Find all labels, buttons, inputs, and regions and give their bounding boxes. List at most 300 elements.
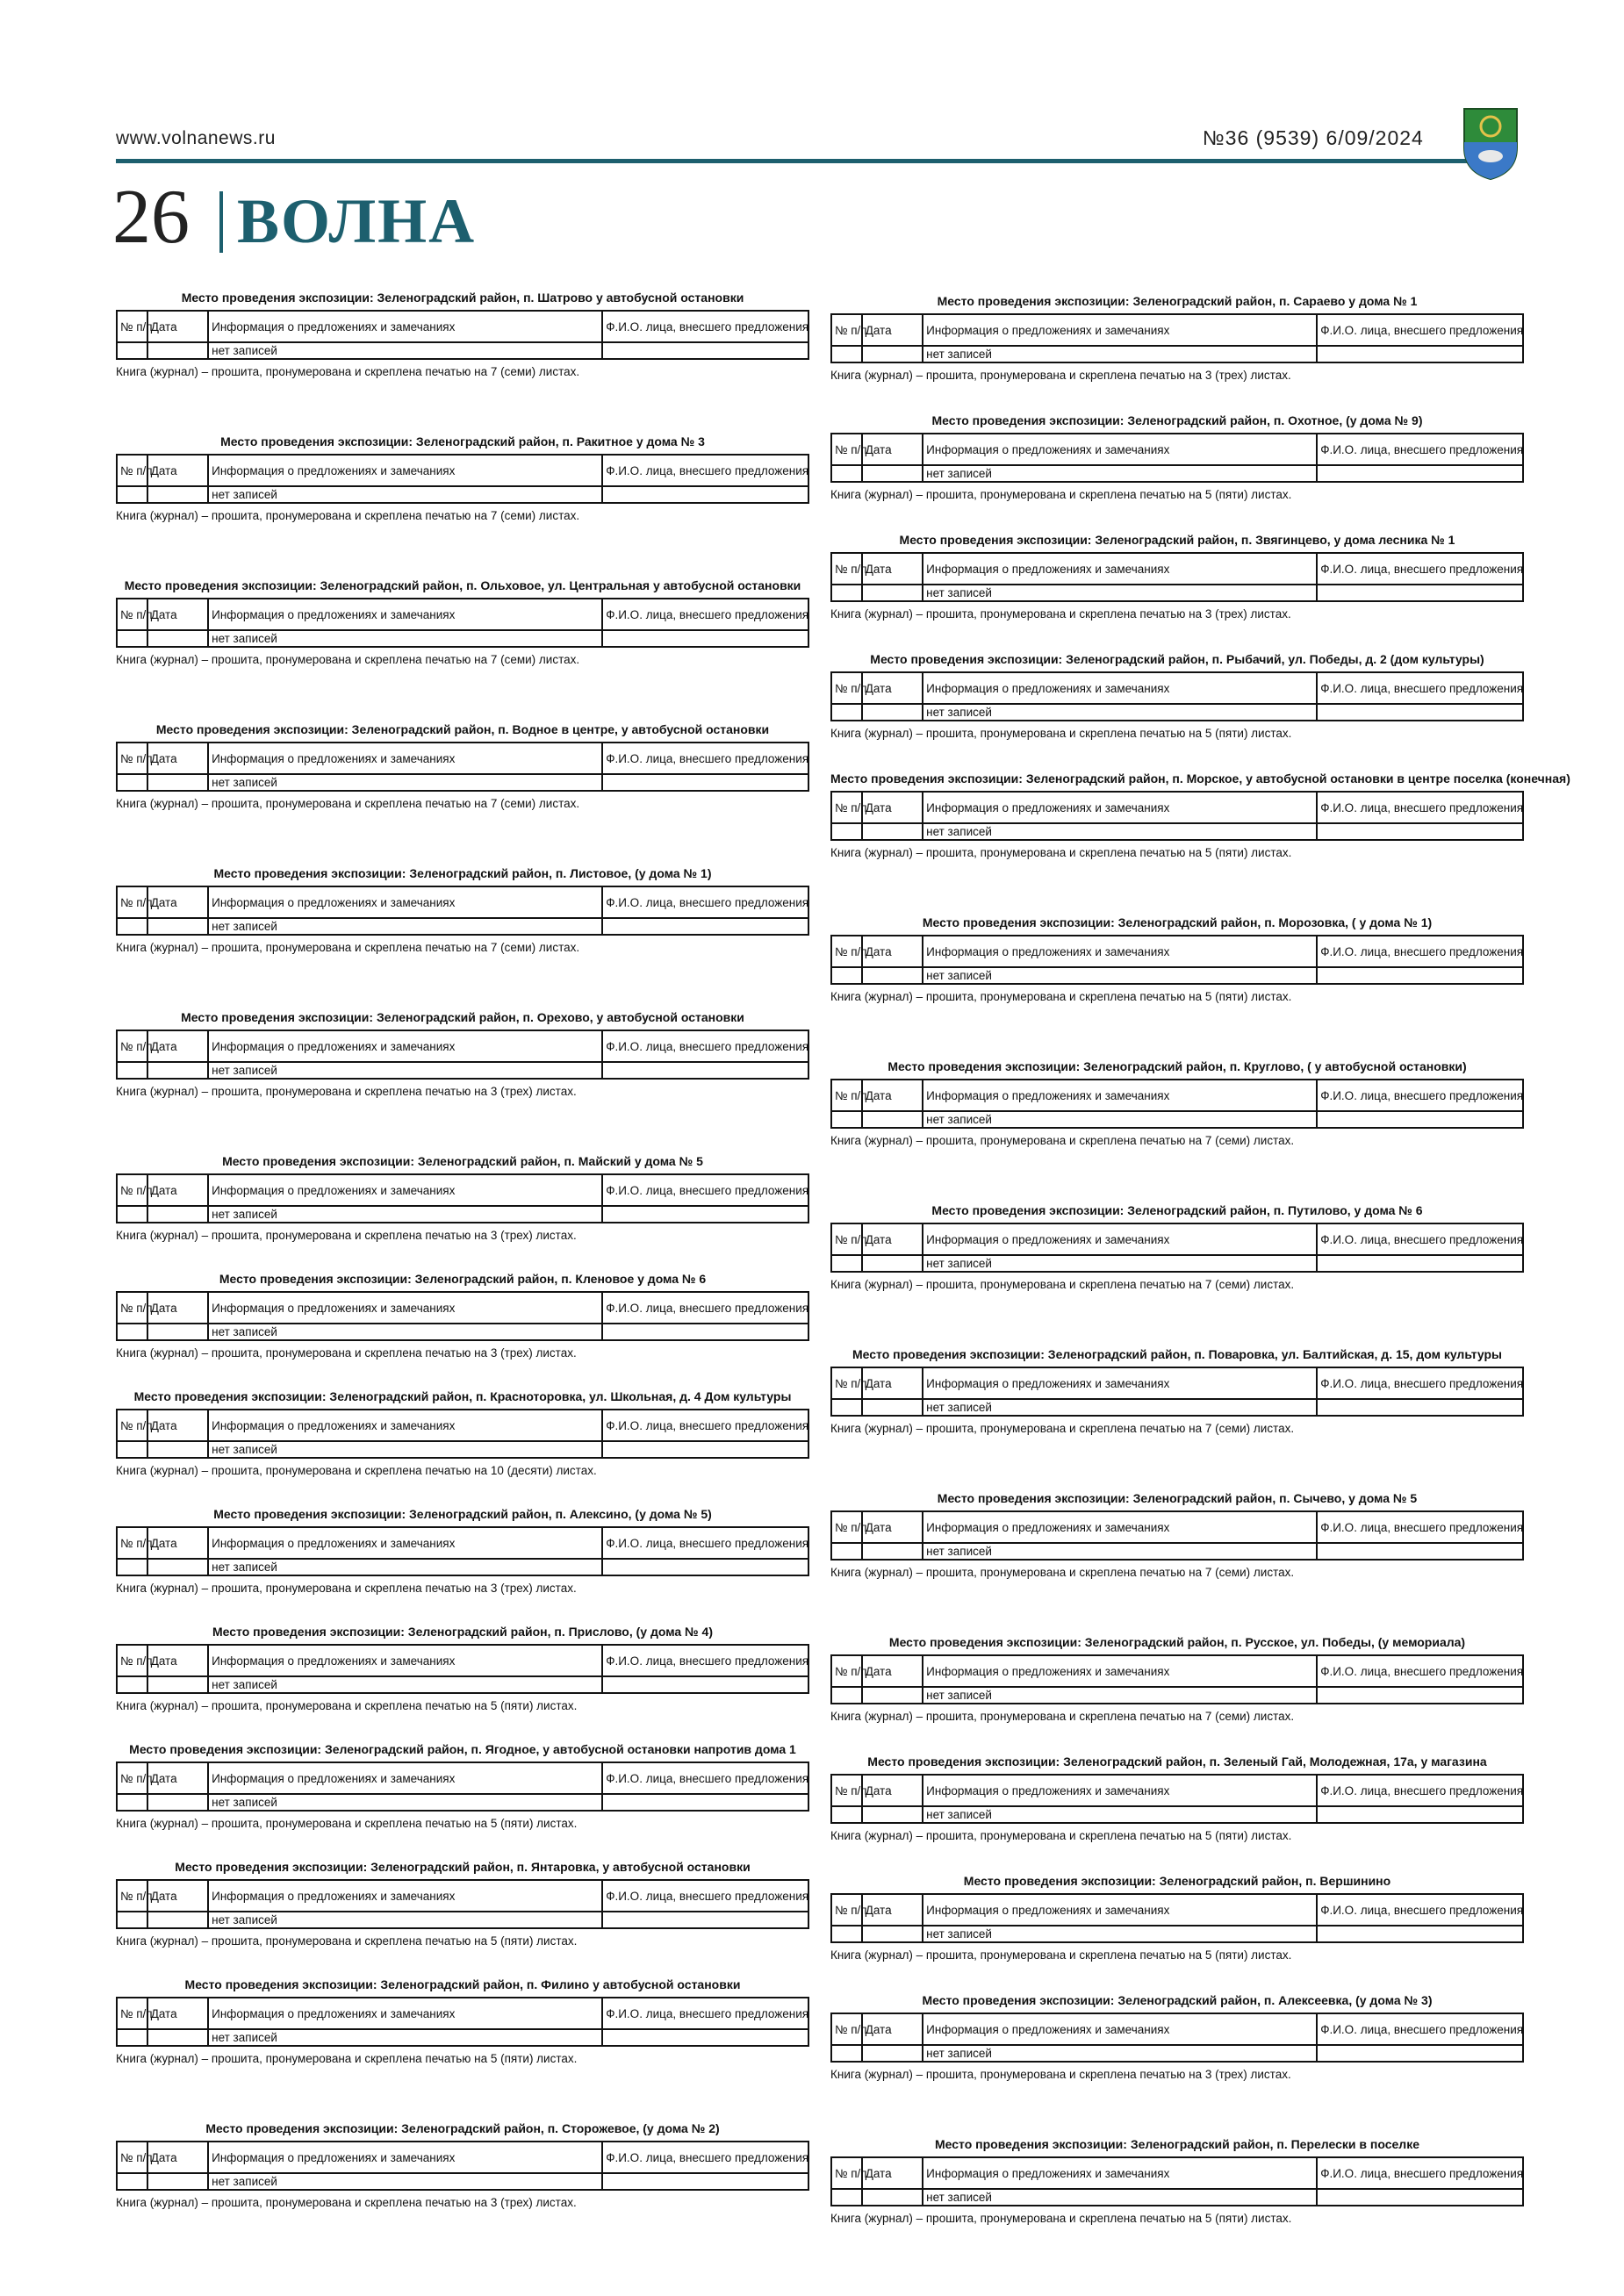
- cell-number: [117, 2029, 147, 2046]
- exposition-section: [830, 1490, 1524, 1580]
- col-fio: Ф.И.О. лица, внесшего предложения: [602, 1998, 808, 2029]
- cell-fio: [602, 774, 808, 791]
- table-header-row: [831, 1511, 1523, 1543]
- exposition-section: [830, 1754, 1524, 1843]
- exposition-location: Место проведения экспозиции: Зеленоградский район, п. Сычево, у дома № 5: [937, 1491, 1418, 1505]
- book-note: Книга (журнал) – прошита, пронумерована и скреплена печатью на 7 (семи) листах.: [116, 653, 580, 666]
- book-note: Книга (журнал) – прошита, пронумерована и скреплена печатью на 7 (семи) листах.: [830, 1134, 1295, 1147]
- exposition-location: Место проведения экспозиции: Зеленоградский район, п. Кленовое у дома № 6: [219, 1272, 707, 1286]
- right-column: [830, 293, 1570, 2226]
- table-header-row: [831, 1775, 1523, 1806]
- col-fio: Ф.И.О. лица, внесшего предложения: [602, 1410, 808, 1441]
- cell-date: [862, 465, 923, 482]
- cell-date: [862, 1399, 923, 1416]
- exposition-section: [830, 771, 1570, 860]
- col-fio: Ф.И.О. лица, внесшего предложения: [602, 1174, 808, 1206]
- cell-fio: [1317, 1926, 1523, 1942]
- exposition-section: [830, 1202, 1524, 1292]
- table-row: [831, 967, 1523, 984]
- col-info: Информация о предложениях и замечаниях: [923, 1655, 1317, 1687]
- col-date: Дата: [147, 1527, 208, 1559]
- cell-no-records: нет записей: [923, 1399, 1317, 1416]
- cell-number: [117, 342, 147, 359]
- exposition-section: [116, 1977, 809, 2066]
- table-row: [117, 486, 808, 503]
- col-date: Дата: [147, 455, 208, 486]
- book-note: Книга (журнал) – прошита, пронумерована и скреплена печатью на 3 (трех) листах.: [830, 2068, 1291, 2081]
- exposition-location: Место проведения экспозиции: Зеленоградский район, п. Филино у автобусной остановки: [184, 1977, 741, 1991]
- col-date: Дата: [147, 743, 208, 774]
- cell-fio: [1317, 585, 1523, 601]
- col-number: № п/п: [831, 1367, 862, 1399]
- comments-table: [116, 1030, 809, 1080]
- book-note: Книга (журнал) – прошита, пронумерована и скреплена печатью на 3 (трех) листах.: [116, 1085, 577, 1098]
- cell-date: [862, 704, 923, 721]
- table-row: [831, 1399, 1523, 1416]
- cell-no-records: нет записей: [208, 342, 602, 359]
- book-note: Книга (журнал) – прошита, пронумерована и скреплена печатью на 5 (пяти) листах.: [830, 990, 1292, 1003]
- table-row: [117, 918, 808, 935]
- comments-table: [116, 454, 809, 504]
- table-row: [831, 1111, 1523, 1128]
- book-note: Книга (журнал) – прошита, пронумерована и скреплена печатью на 7 (семи) листах.: [116, 509, 580, 522]
- col-date: Дата: [147, 311, 208, 342]
- cell-date: [147, 1912, 208, 1928]
- comments-table: [116, 886, 809, 936]
- col-fio: Ф.И.О. лица, внесшего предложения: [602, 1030, 808, 1062]
- cell-date: [147, 2173, 208, 2190]
- col-number: № п/п: [831, 2157, 862, 2189]
- cell-fio: [602, 1676, 808, 1693]
- cell-fio: [602, 1912, 808, 1928]
- book-note: Книга (журнал) – прошита, пронумерована и скреплена печатью на 5 (пяти) листах.: [116, 1699, 578, 1712]
- col-fio: Ф.И.О. лица, внесшего предложения: [602, 1292, 808, 1324]
- col-info: Информация о предложениях и замечаниях: [208, 1030, 602, 1062]
- comments-table: [830, 935, 1524, 985]
- exposition-section: [116, 1271, 809, 1360]
- cell-no-records: нет записей: [923, 823, 1317, 840]
- col-number: № п/п: [831, 936, 862, 967]
- cell-no-records: нет записей: [208, 2173, 602, 2190]
- col-fio: Ф.И.О. лица, внесшего предложения: [602, 1762, 808, 1794]
- exposition-section: [830, 1992, 1524, 2082]
- exposition-section: [116, 434, 809, 523]
- cell-date: [862, 823, 923, 840]
- cell-fio: [602, 630, 808, 647]
- exposition-section: [116, 865, 809, 955]
- col-date: Дата: [147, 886, 208, 918]
- crest-icon: [1462, 107, 1519, 181]
- table-row: [117, 342, 808, 359]
- comments-table: [116, 310, 809, 360]
- book-note: Книга (журнал) – прошита, пронумерована и скреплена печатью на 7 (семи) листах.: [116, 365, 580, 378]
- book-note: Книга (журнал) – прошита, пронумерована и скреплена печатью на 7 (семи) листах.: [116, 941, 580, 954]
- book-note: Книга (журнал) – прошита, пронумерована и скреплена печатью на 5 (пяти) листах.: [830, 2212, 1292, 2225]
- table-header-row: [117, 599, 808, 630]
- col-info: Информация о предложениях и замечаниях: [923, 792, 1317, 823]
- table-row: [831, 346, 1523, 362]
- exposition-location: Место проведения экспозиции: Зеленоградский район, п. Водное в центре, у автобусной остановки: [155, 722, 770, 736]
- col-date: Дата: [862, 1655, 923, 1687]
- exposition-location: Место проведения экспозиции: Зеленоградский район, п. Сторожевое, (у дома № 2): [205, 2121, 720, 2135]
- cell-number: [831, 823, 862, 840]
- table-row: [831, 1926, 1523, 1942]
- cell-fio: [1317, 1255, 1523, 1272]
- col-date: Дата: [862, 1367, 923, 1399]
- col-number: № п/п: [831, 1894, 862, 1926]
- col-date: Дата: [862, 1775, 923, 1806]
- col-info: Информация о предложениях и замечаниях: [208, 1174, 602, 1206]
- issue-info: №36 (9539) 6/09/2024: [1203, 126, 1424, 149]
- col-number: № п/п: [831, 1511, 862, 1543]
- table-header-row: [831, 1655, 1523, 1687]
- cell-date: [862, 1255, 923, 1272]
- table-header-row: [117, 743, 808, 774]
- col-fio: Ф.И.О. лица, внесшего предложения: [1317, 2013, 1523, 2045]
- exposition-location: Место проведения экспозиции: Зеленоградский район, п. Вершинино: [963, 1874, 1391, 1888]
- cell-date: [147, 1676, 208, 1693]
- table-row: [117, 1206, 808, 1223]
- cell-date: [147, 1324, 208, 1340]
- col-number: № п/п: [831, 314, 862, 346]
- col-number: № п/п: [831, 2013, 862, 2045]
- col-number: № п/п: [831, 434, 862, 465]
- cell-date: [862, 2189, 923, 2206]
- col-number: № п/п: [117, 743, 147, 774]
- comments-table: [116, 598, 809, 648]
- col-fio: Ф.И.О. лица, внесшего предложения: [1317, 792, 1523, 823]
- col-date: Дата: [862, 314, 923, 346]
- exposition-location: Место проведения экспозиции: Зеленоградский район, п. Шатрово у автобусной остановки: [181, 291, 744, 305]
- cell-number: [117, 1559, 147, 1575]
- col-date: Дата: [147, 1174, 208, 1206]
- exposition-location: Место проведения экспозиции: Зеленоградский район, п. Поваровка, ул. Балтийская, д. 15, дом культуры: [852, 1347, 1503, 1361]
- cell-fio: [1317, 465, 1523, 482]
- book-note: Книга (журнал) – прошита, пронумерована и скреплена печатью на 7 (семи) листах.: [830, 1710, 1295, 1723]
- col-number: № п/п: [117, 1030, 147, 1062]
- book-note: Книга (журнал) – прошита, пронумерована и скреплена печатью на 3 (трех) листах.: [830, 369, 1291, 382]
- cell-number: [831, 1543, 862, 1560]
- table-row: [831, 1687, 1523, 1704]
- cell-number: [117, 1794, 147, 1811]
- table-row: [117, 2029, 808, 2046]
- book-note: Книга (журнал) – прошита, пронумерована и скреплена печатью на 5 (пяти) листах.: [830, 1948, 1292, 1962]
- cell-fio: [602, 2173, 808, 2190]
- cell-no-records: нет записей: [923, 704, 1317, 721]
- col-date: Дата: [862, 2157, 923, 2189]
- exposition-location: Место проведения экспозиции: Зеленоградский район, п. Прислово, (у дома № 4): [212, 1625, 714, 1639]
- exposition-section: [116, 1153, 809, 1243]
- table-row: [831, 823, 1523, 840]
- table-header-row: [117, 1645, 808, 1676]
- book-note: Книга (журнал) – прошита, пронумерована и скреплена печатью на 5 (пяти) листах.: [830, 727, 1292, 740]
- table-header-row: [831, 1080, 1523, 1111]
- cell-number: [117, 1324, 147, 1340]
- cell-no-records: нет записей: [923, 1543, 1317, 1560]
- table-row: [117, 630, 808, 647]
- exposition-section: [116, 1741, 809, 1831]
- exposition-section: [116, 290, 809, 379]
- comments-table: [830, 1774, 1524, 1824]
- cell-no-records: нет записей: [923, 465, 1317, 482]
- cell-number: [117, 774, 147, 791]
- cell-no-records: нет записей: [923, 1111, 1317, 1128]
- table-row: [117, 1441, 808, 1458]
- col-fio: Ф.И.О. лица, внесшего предложения: [602, 743, 808, 774]
- cell-no-records: нет записей: [208, 1206, 602, 1223]
- comments-table: [830, 791, 1524, 841]
- cell-fio: [602, 1441, 808, 1458]
- comments-table: [830, 1893, 1524, 1943]
- table-header-row: [117, 1030, 808, 1062]
- exposition-section: [116, 1388, 809, 1478]
- cell-no-records: нет записей: [923, 2045, 1317, 2062]
- cell-number: [831, 967, 862, 984]
- cell-number: [117, 1441, 147, 1458]
- table-row: [831, 2189, 1523, 2206]
- table-row: [831, 585, 1523, 601]
- col-info: Информация о предложениях и замечаниях: [208, 1410, 602, 1441]
- exposition-section: [116, 1859, 809, 1948]
- cell-no-records: нет записей: [923, 585, 1317, 601]
- col-date: Дата: [862, 1223, 923, 1255]
- col-date: Дата: [862, 792, 923, 823]
- col-info: Информация о предложениях и замечаниях: [923, 1367, 1317, 1399]
- table-row: [117, 1062, 808, 1079]
- comments-table: [830, 1367, 1524, 1417]
- comments-table: [116, 742, 809, 792]
- book-note: Книга (журнал) – прошита, пронумерована и скреплена печатью на 5 (пяти) листах.: [830, 488, 1292, 501]
- cell-date: [147, 1206, 208, 1223]
- exposition-location: Место проведения экспозиции: Зеленоградский район, п. Ягодное, у автобусной остановки напротив дома 1: [129, 1742, 796, 1756]
- book-note: Книга (журнал) – прошита, пронумерована и скреплена печатью на 10 (десяти) листах.: [116, 1464, 597, 1477]
- col-date: Дата: [147, 1762, 208, 1794]
- table-header-row: [117, 886, 808, 918]
- exposition-location: Место проведения экспозиции: Зеленоградский район, п. Майский у дома № 5: [222, 1154, 703, 1168]
- cell-fio: [602, 1559, 808, 1575]
- table-row: [831, 1255, 1523, 1272]
- exposition-location: Место проведения экспозиции: Зеленоградский район, п. Охотное, (у дома № 9): [931, 413, 1423, 427]
- book-note: Книга (журнал) – прошита, пронумерована и скреплена печатью на 3 (трех) листах.: [830, 607, 1291, 621]
- cell-number: [117, 918, 147, 935]
- exposition-section: [116, 721, 809, 811]
- table-row: [117, 2173, 808, 2190]
- col-number: № п/п: [831, 1775, 862, 1806]
- cell-date: [147, 2029, 208, 2046]
- cell-fio: [1317, 1111, 1523, 1128]
- cell-no-records: нет записей: [208, 1441, 602, 1458]
- cell-date: [147, 774, 208, 791]
- cell-date: [862, 1111, 923, 1128]
- col-info: Информация о предложениях и замечаниях: [208, 1762, 602, 1794]
- col-info: Информация о предложениях и замечаниях: [208, 1645, 602, 1676]
- col-number: № п/п: [117, 1880, 147, 1912]
- col-info: Информация о предложениях и замечаниях: [923, 1511, 1317, 1543]
- col-fio: Ф.И.О. лица, внесшего предложения: [1317, 553, 1523, 585]
- cell-no-records: нет записей: [208, 1676, 602, 1693]
- book-note: Книга (журнал) – прошита, пронумерована и скреплена печатью на 5 (пяти) листах.: [116, 2052, 578, 2065]
- cell-fio: [602, 1062, 808, 1079]
- col-number: № п/п: [831, 1223, 862, 1255]
- comments-table: [830, 313, 1524, 363]
- exposition-location: Место проведения экспозиции: Зеленоградский район, п. Алексеевка, (у дома № 3): [922, 1993, 1433, 2007]
- comments-table: [116, 1409, 809, 1459]
- table-row: [117, 1676, 808, 1693]
- exposition-location: Место проведения экспозиции: Зеленоградский район, п. Перелески в поселке: [935, 2137, 1419, 2151]
- comments-table: [830, 671, 1524, 721]
- col-number: № п/п: [117, 1645, 147, 1676]
- comments-table: [830, 2156, 1524, 2206]
- cell-no-records: нет записей: [923, 1926, 1317, 1942]
- table-header-row: [117, 1880, 808, 1912]
- col-date: Дата: [147, 599, 208, 630]
- table-row: [117, 1794, 808, 1811]
- table-header-row: [117, 1292, 808, 1324]
- masthead-title: ВОЛНА: [237, 186, 477, 256]
- exposition-section: [830, 293, 1524, 383]
- col-info: Информация о предложениях и замечаниях: [923, 2013, 1317, 2045]
- cell-no-records: нет записей: [208, 774, 602, 791]
- masthead-divider: [219, 191, 223, 253]
- cell-no-records: нет записей: [923, 967, 1317, 984]
- table-header-row: [117, 1410, 808, 1441]
- cell-number: [831, 465, 862, 482]
- col-info: Информация о предложениях и замечаниях: [208, 1998, 602, 2029]
- table-header-row: [831, 672, 1523, 704]
- book-note: Книга (журнал) – прошита, пронумерована и скреплена печатью на 7 (семи) листах.: [830, 1566, 1295, 1579]
- col-fio: Ф.И.О. лица, внесшего предложения: [602, 455, 808, 486]
- col-info: Информация о предложениях и замечаниях: [208, 2142, 602, 2173]
- book-note: Книга (журнал) – прошита, пронумерована и скреплена печатью на 5 (пяти) листах.: [116, 1934, 578, 1948]
- col-date: Дата: [147, 1030, 208, 1062]
- exposition-location: Место проведения экспозиции: Зеленоградский район, п. Красноторовка, ул. Школьная, д. 4 Дом культуры: [133, 1389, 792, 1403]
- cell-date: [862, 967, 923, 984]
- cell-number: [117, 1912, 147, 1928]
- comments-table: [830, 2013, 1524, 2063]
- cell-number: [117, 486, 147, 503]
- table-row: [831, 2045, 1523, 2062]
- cell-fio: [602, 1324, 808, 1340]
- cell-no-records: нет записей: [208, 630, 602, 647]
- exposition-section: [830, 2136, 1524, 2226]
- cell-number: [117, 2173, 147, 2190]
- col-fio: Ф.И.О. лица, внесшего предложения: [1317, 1894, 1523, 1926]
- book-note: Книга (журнал) – прошита, пронумерована и скреплена печатью на 7 (семи) листах.: [830, 1422, 1295, 1435]
- exposition-section: [830, 1346, 1524, 1436]
- col-date: Дата: [862, 2013, 923, 2045]
- book-note: Книга (журнал) – прошита, пронумерована и скреплена печатью на 5 (пяти) листах.: [116, 1817, 578, 1830]
- exposition-location: Место проведения экспозиции: Зеленоградский район, п. Русское, ул. Победы, (у мемориала): [888, 1635, 1466, 1649]
- exposition-location: Место проведения экспозиции: Зеленоградский район, п. Янтаровка, у автобусной остановки: [175, 1860, 751, 1874]
- col-info: Информация о предложениях и замечаниях: [208, 886, 602, 918]
- col-fio: Ф.И.О. лица, внесшего предложения: [602, 311, 808, 342]
- col-info: Информация о предложениях и замечаниях: [923, 2157, 1317, 2189]
- exposition-location: Место проведения экспозиции: Зеленоградский район, п. Зеленый Гай, Молодежная, 17а, у магазина: [867, 1754, 1487, 1769]
- col-number: № п/п: [117, 1292, 147, 1324]
- col-date: Дата: [147, 1998, 208, 2029]
- table-header-row: [831, 314, 1523, 346]
- cell-number: [831, 1806, 862, 1823]
- table-header-row: [831, 2013, 1523, 2045]
- col-date: Дата: [862, 1511, 923, 1543]
- cell-fio: [1317, 1806, 1523, 1823]
- cell-number: [117, 1062, 147, 1079]
- table-row: [831, 1806, 1523, 1823]
- cell-number: [831, 2189, 862, 2206]
- comments-table: [116, 1173, 809, 1223]
- col-number: № п/п: [831, 553, 862, 585]
- table-header-row: [831, 553, 1523, 585]
- cell-number: [117, 1676, 147, 1693]
- exposition-section: [116, 1506, 809, 1596]
- comments-table: [116, 2141, 809, 2191]
- exposition-section: [116, 1009, 809, 1099]
- col-date: Дата: [147, 1880, 208, 1912]
- col-info: Информация о предложениях и замечаниях: [923, 553, 1317, 585]
- col-info: Информация о предложениях и замечаниях: [208, 743, 602, 774]
- col-number: № п/п: [117, 311, 147, 342]
- exposition-location: Место проведения экспозиции: Зеленоградский район, п. Морозовка, ( у дома № 1): [922, 915, 1433, 929]
- col-date: Дата: [147, 1292, 208, 1324]
- col-number: № п/п: [117, 455, 147, 486]
- cell-number: [831, 1111, 862, 1128]
- exposition-location: Место проведения экспозиции: Зеленоградский район, п. Звягинцево, у дома лесника № 1: [899, 533, 1455, 547]
- book-note: Книга (журнал) – прошита, пронумерована и скреплена печатью на 3 (трех) листах.: [116, 1346, 577, 1360]
- site-url[interactable]: www.volnanews.ru: [116, 128, 276, 148]
- cell-no-records: нет записей: [208, 1559, 602, 1575]
- comments-table: [116, 1761, 809, 1812]
- cell-no-records: нет записей: [208, 486, 602, 503]
- cell-date: [862, 585, 923, 601]
- table-header-row: [831, 1367, 1523, 1399]
- table-header-row: [831, 434, 1523, 465]
- left-column: [116, 290, 809, 2210]
- cell-fio: [1317, 1687, 1523, 1704]
- comments-table: [116, 1997, 809, 2047]
- cell-date: [147, 1559, 208, 1575]
- col-fio: Ф.И.О. лица, внесшего предложения: [602, 1527, 808, 1559]
- cell-date: [862, 1926, 923, 1942]
- col-number: № п/п: [117, 1410, 147, 1441]
- col-number: № п/п: [117, 1527, 147, 1559]
- col-fio: Ф.И.О. лица, внесшего предложения: [1317, 672, 1523, 704]
- cell-fio: [602, 2029, 808, 2046]
- cell-number: [831, 1687, 862, 1704]
- col-date: Дата: [147, 1645, 208, 1676]
- cell-no-records: нет записей: [923, 1806, 1317, 1823]
- col-number: № п/п: [117, 599, 147, 630]
- cell-date: [147, 486, 208, 503]
- cell-date: [147, 1794, 208, 1811]
- cell-date: [862, 1687, 923, 1704]
- cell-fio: [602, 1794, 808, 1811]
- cell-number: [831, 585, 862, 601]
- cell-fio: [602, 918, 808, 935]
- exposition-location: Место проведения экспозиции: Зеленоградский район, п. Алексино, (у дома № 5): [213, 1507, 712, 1521]
- exposition-section: [830, 915, 1524, 1004]
- col-fio: Ф.И.О. лица, внесшего предложения: [602, 886, 808, 918]
- exposition-section: [830, 651, 1524, 741]
- col-number: № п/п: [117, 1762, 147, 1794]
- cell-number: [831, 704, 862, 721]
- col-date: Дата: [862, 1894, 923, 1926]
- table-row: [117, 1912, 808, 1928]
- cell-no-records: нет записей: [208, 2029, 602, 2046]
- col-number: № п/п: [117, 2142, 147, 2173]
- col-fio: Ф.И.О. лица, внесшего предложения: [1317, 936, 1523, 967]
- cell-fio: [1317, 1543, 1523, 1560]
- col-fio: Ф.И.О. лица, внесшего предложения: [1317, 1367, 1523, 1399]
